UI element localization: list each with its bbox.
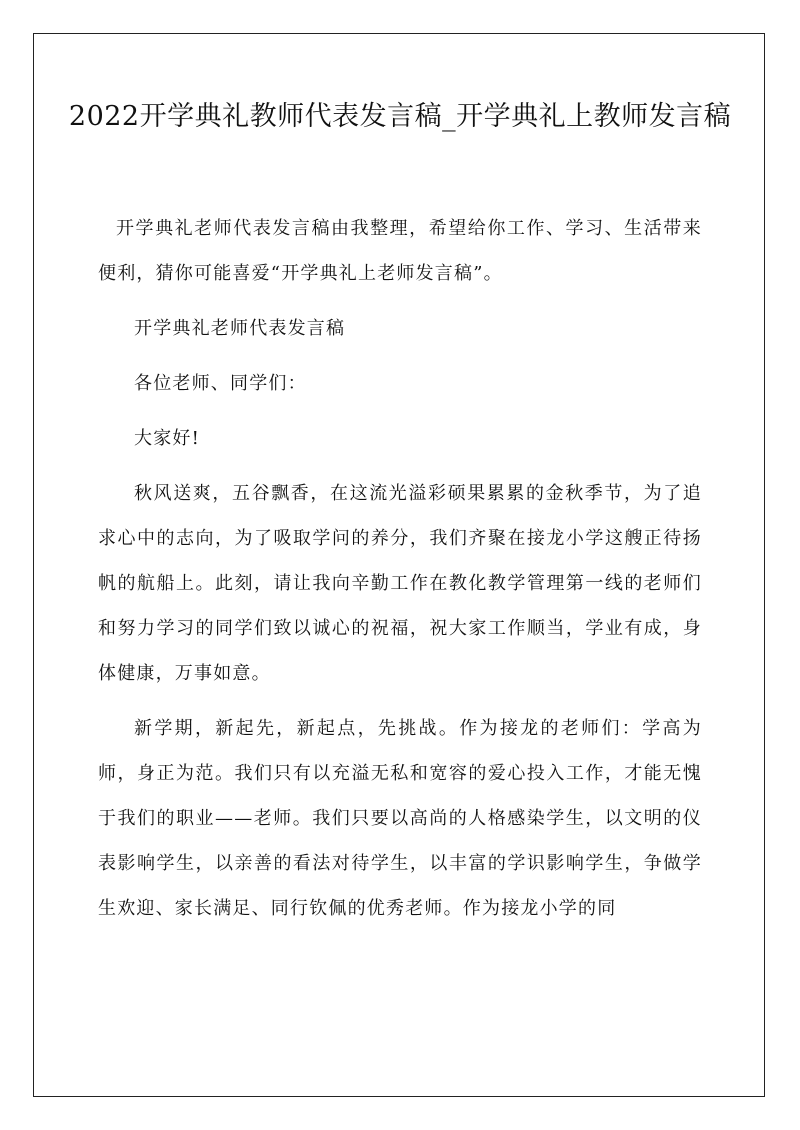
intro-paragraph: 开学典礼老师代表发言稿由我整理，希望给你工作、学习、生活带来便利，猜你可能喜爱“开学典礼上老师发言稿”。 bbox=[98, 218, 702, 284]
body-paragraph: 秋风送爽，五谷飘香，在这流光溢彩硕果累累的金秋季节，为了追求心中的志向，为了吸取学问的养分，我们齐聚在接龙小学这艘正待扬帆的航船上。此刻，请让我向辛勤工作在教化教学管理第一线的老师们和努力学习的同学们致以诚心的祝福，祝大家工作顺当，学业有成，身体健康，万事如意。 bbox=[98, 483, 702, 684]
document-body bbox=[98, 206, 702, 941]
salutation: 各位老师、同学们： bbox=[134, 373, 307, 394]
body-paragraph: 新学期，新起先，新起点，先挑战。作为接龙的老师们：学高为师，身正为范。我们只有以充溢无私和宽容的爱心投入工作，才能无愧于我们的职业——老师。我们只要以高尚的人格感染学生，以文明的仪表影响学生，以亲善的看法对待学生，以丰富的学识影响学生，争做学生欢迎、家长满足、同行钦佩的优秀老师。作为接龙小学的同 bbox=[98, 718, 702, 919]
document-title: 2022开学典礼教师代表发言稿_开学典礼上教师发言稿 bbox=[68, 101, 732, 132]
speech-heading: 开学典礼老师代表发言稿 bbox=[134, 318, 346, 339]
greeting: 大家好! bbox=[134, 428, 201, 449]
